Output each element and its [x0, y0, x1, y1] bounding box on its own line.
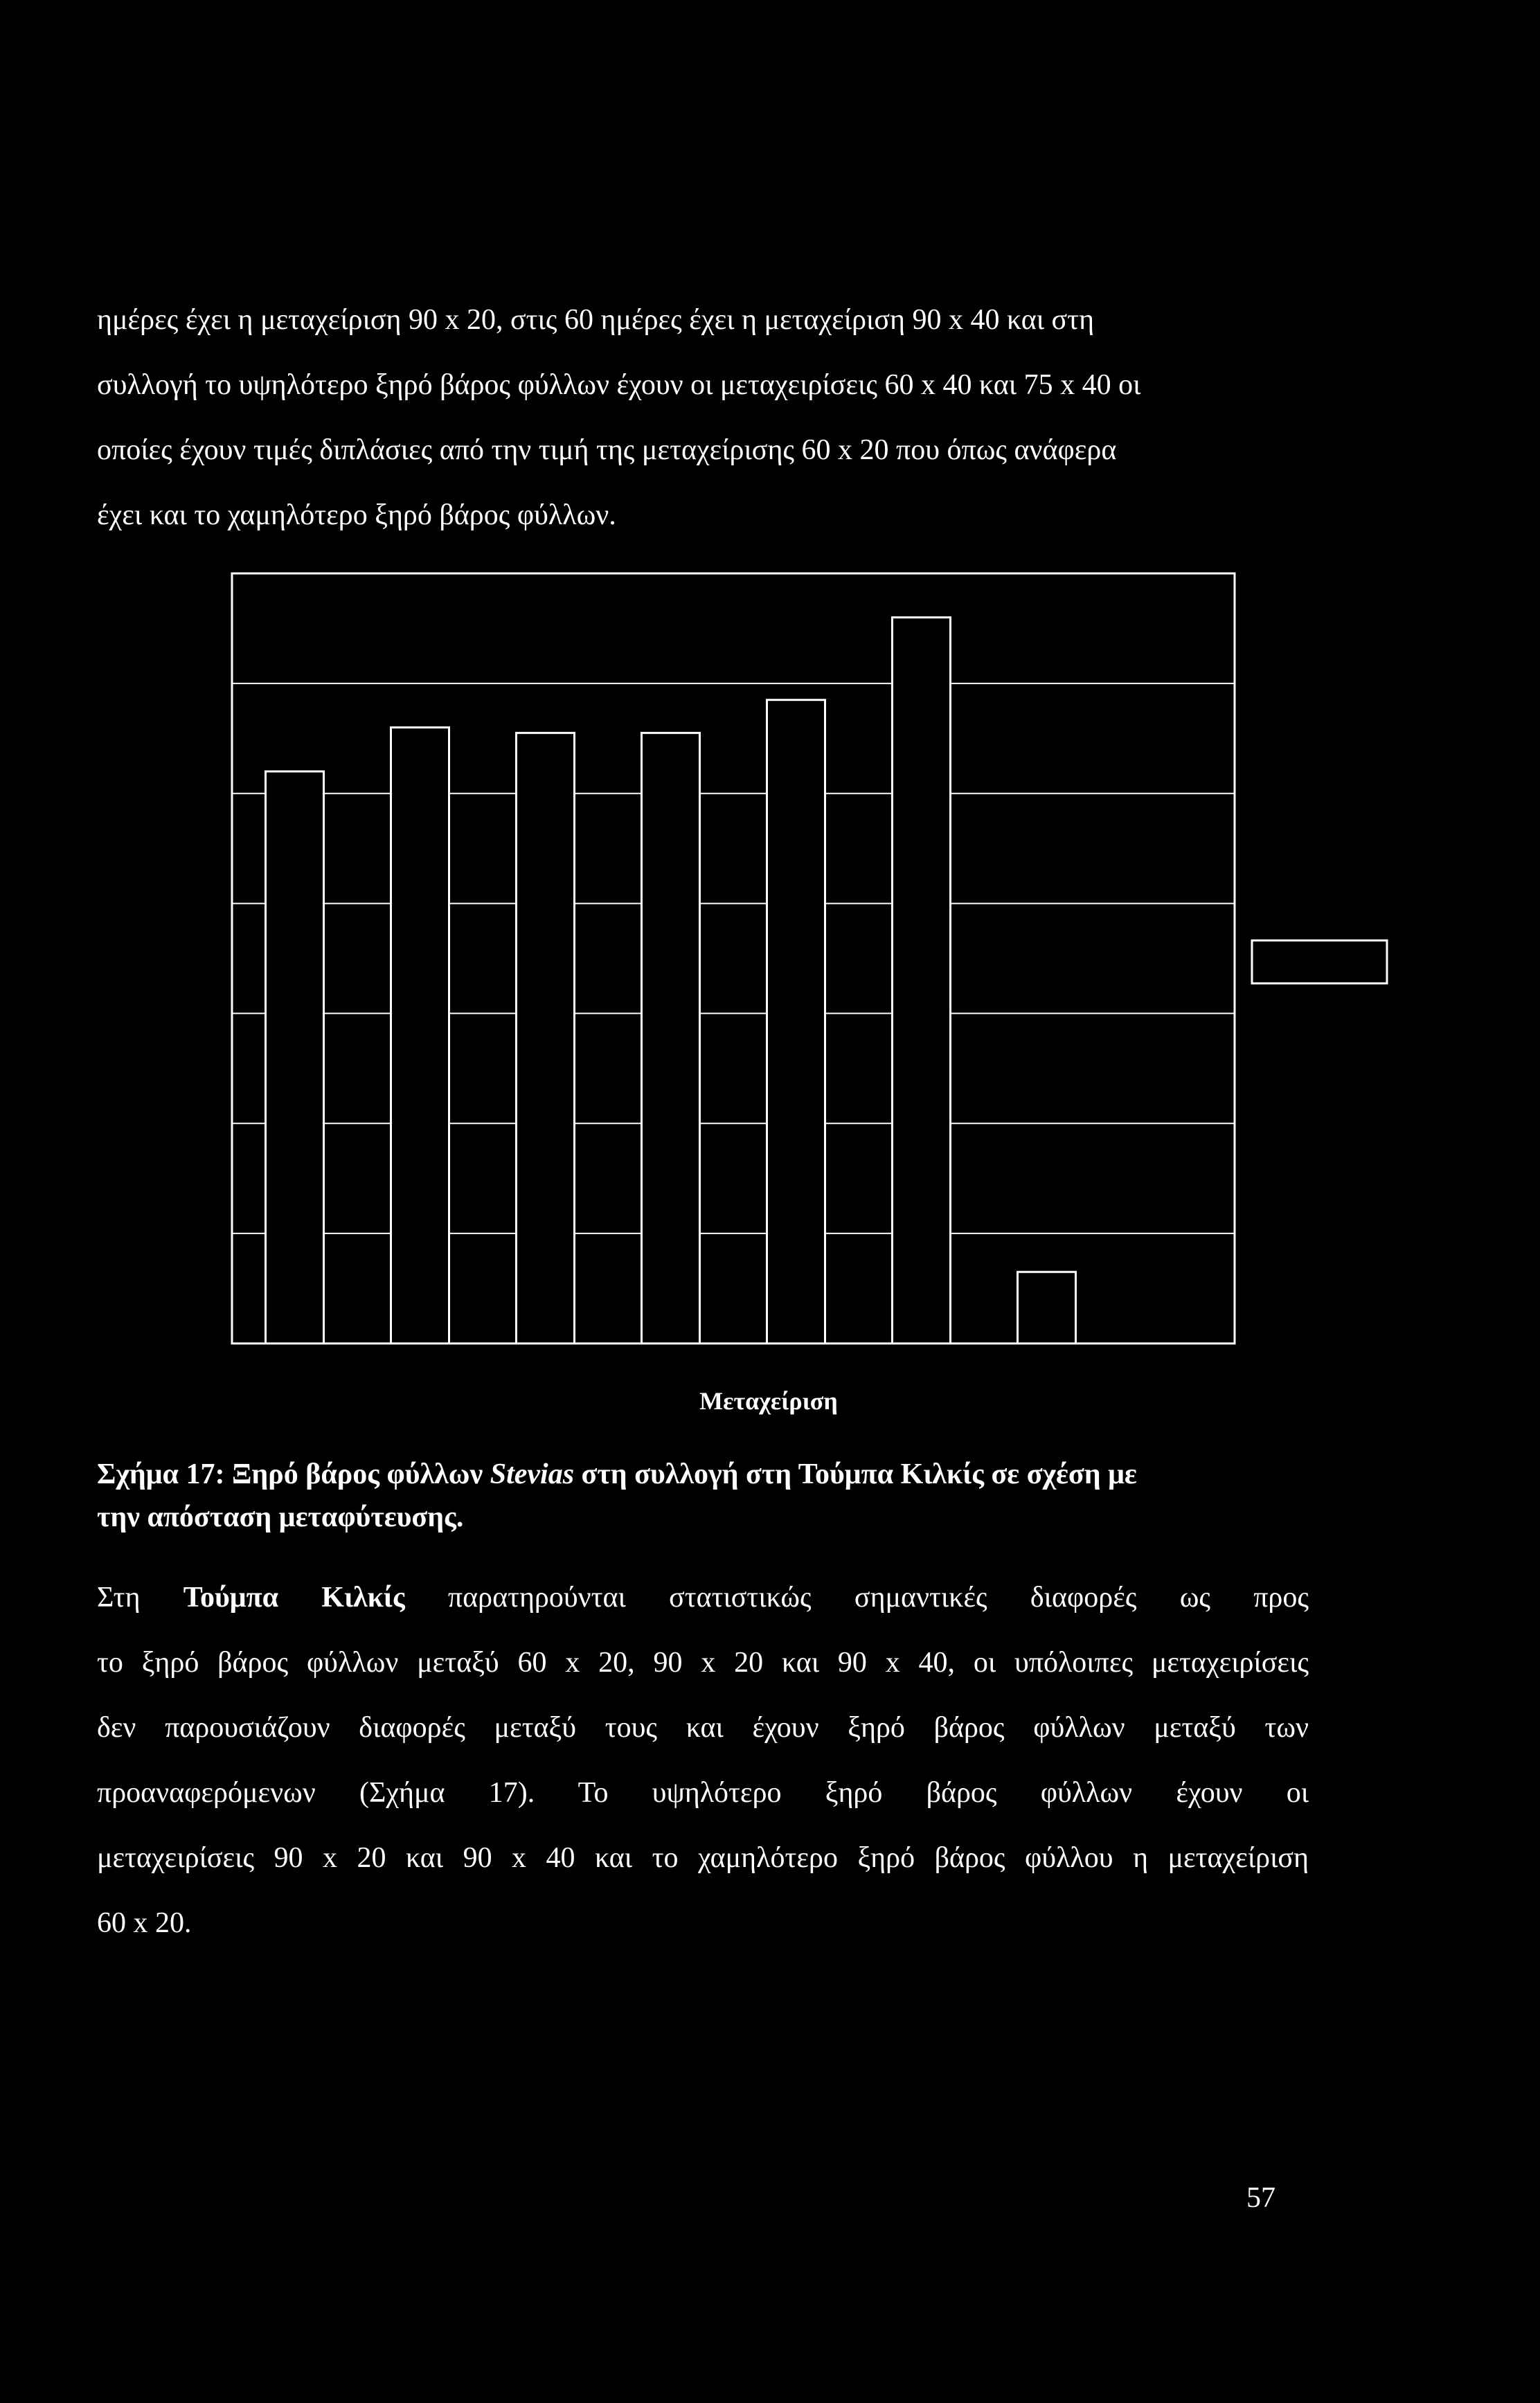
- paragraph-line: 60 x 20.: [97, 1907, 192, 1939]
- caption-line-1: [97, 1453, 1329, 1496]
- paragraph-line: συλλογή το υψηλότερο ξηρό βάρος φύλλων έχουν οι μεταχειρίσεις 60 x 40 και 75 x 40 οι: [97, 369, 1141, 401]
- caption-suffix: στη συλλογή στη Τούμπα Κιλκίς σε σχέση με: [574, 1458, 1137, 1490]
- plot-frame: [232, 573, 1235, 1343]
- page-number: 57: [1246, 2182, 1275, 2214]
- paragraph-line: μεταχειρίσεις 90 x 20 και 90 x 40 και το χαμηλότερο ξηρό βάρος φύλλου η μεταχείριση: [97, 1842, 1309, 1874]
- paragraph-line: οποίες έχουν τιμές διπλάσιες από την τιμή της μεταχείρισης 60 x 20 που όπως ανάφερα: [97, 434, 1117, 466]
- legend-box: [1252, 940, 1387, 983]
- paragraph-prefix: Στη: [97, 1582, 183, 1614]
- bar: [1018, 1272, 1076, 1343]
- paragraph-line: προαναφερόμενων (Σχήμα 17). Το υψηλότερο ξηρό βάρος φύλλων έχουν οι: [97, 1777, 1309, 1809]
- paragraph-line: το ξηρό βάρος φύλλων μεταξύ 60 x 20, 90 x 20 και 90 x 40, οι υπόλοιπες μεταχειρίσεις: [97, 1647, 1309, 1679]
- paragraph-line: [97, 1565, 1309, 1630]
- bar: [517, 733, 575, 1343]
- paragraph-rest: παρατηρούνται στατιστικώς σημαντικές διαφορές ως προς: [404, 1582, 1309, 1614]
- caption-species: Stevias: [490, 1458, 575, 1490]
- caption-line-2: την απόσταση μεταφύτευσης.: [97, 1501, 464, 1533]
- location-name: Τούμπα Κιλκίς: [183, 1582, 405, 1614]
- bar: [893, 618, 951, 1343]
- caption-prefix: Σχήμα 17: Ξηρό βάρος φύλλων: [97, 1458, 490, 1490]
- bar: [266, 771, 324, 1343]
- paragraph-line: δεν παρουσιάζουν διαφορές μεταξύ τους και έχουν ξηρό βάρος φύλλων μεταξύ των: [97, 1712, 1309, 1744]
- paragraph-line: ημέρες έχει η μεταχείριση 90 x 20, στις 60 ημέρες έχει η μεταχείριση 90 x 40 και στη: [97, 304, 1095, 336]
- figure-caption: [97, 1453, 1329, 1539]
- paragraph-line: έχει και το χαμηλότερο ξηρό βάρος φύλλων.: [97, 499, 616, 531]
- bar: [391, 727, 449, 1343]
- bar: [642, 733, 700, 1343]
- bar: [767, 700, 825, 1343]
- x-axis-title: Μεταχείριση: [699, 1387, 838, 1415]
- body-paragraph-2: [97, 1565, 1309, 1956]
